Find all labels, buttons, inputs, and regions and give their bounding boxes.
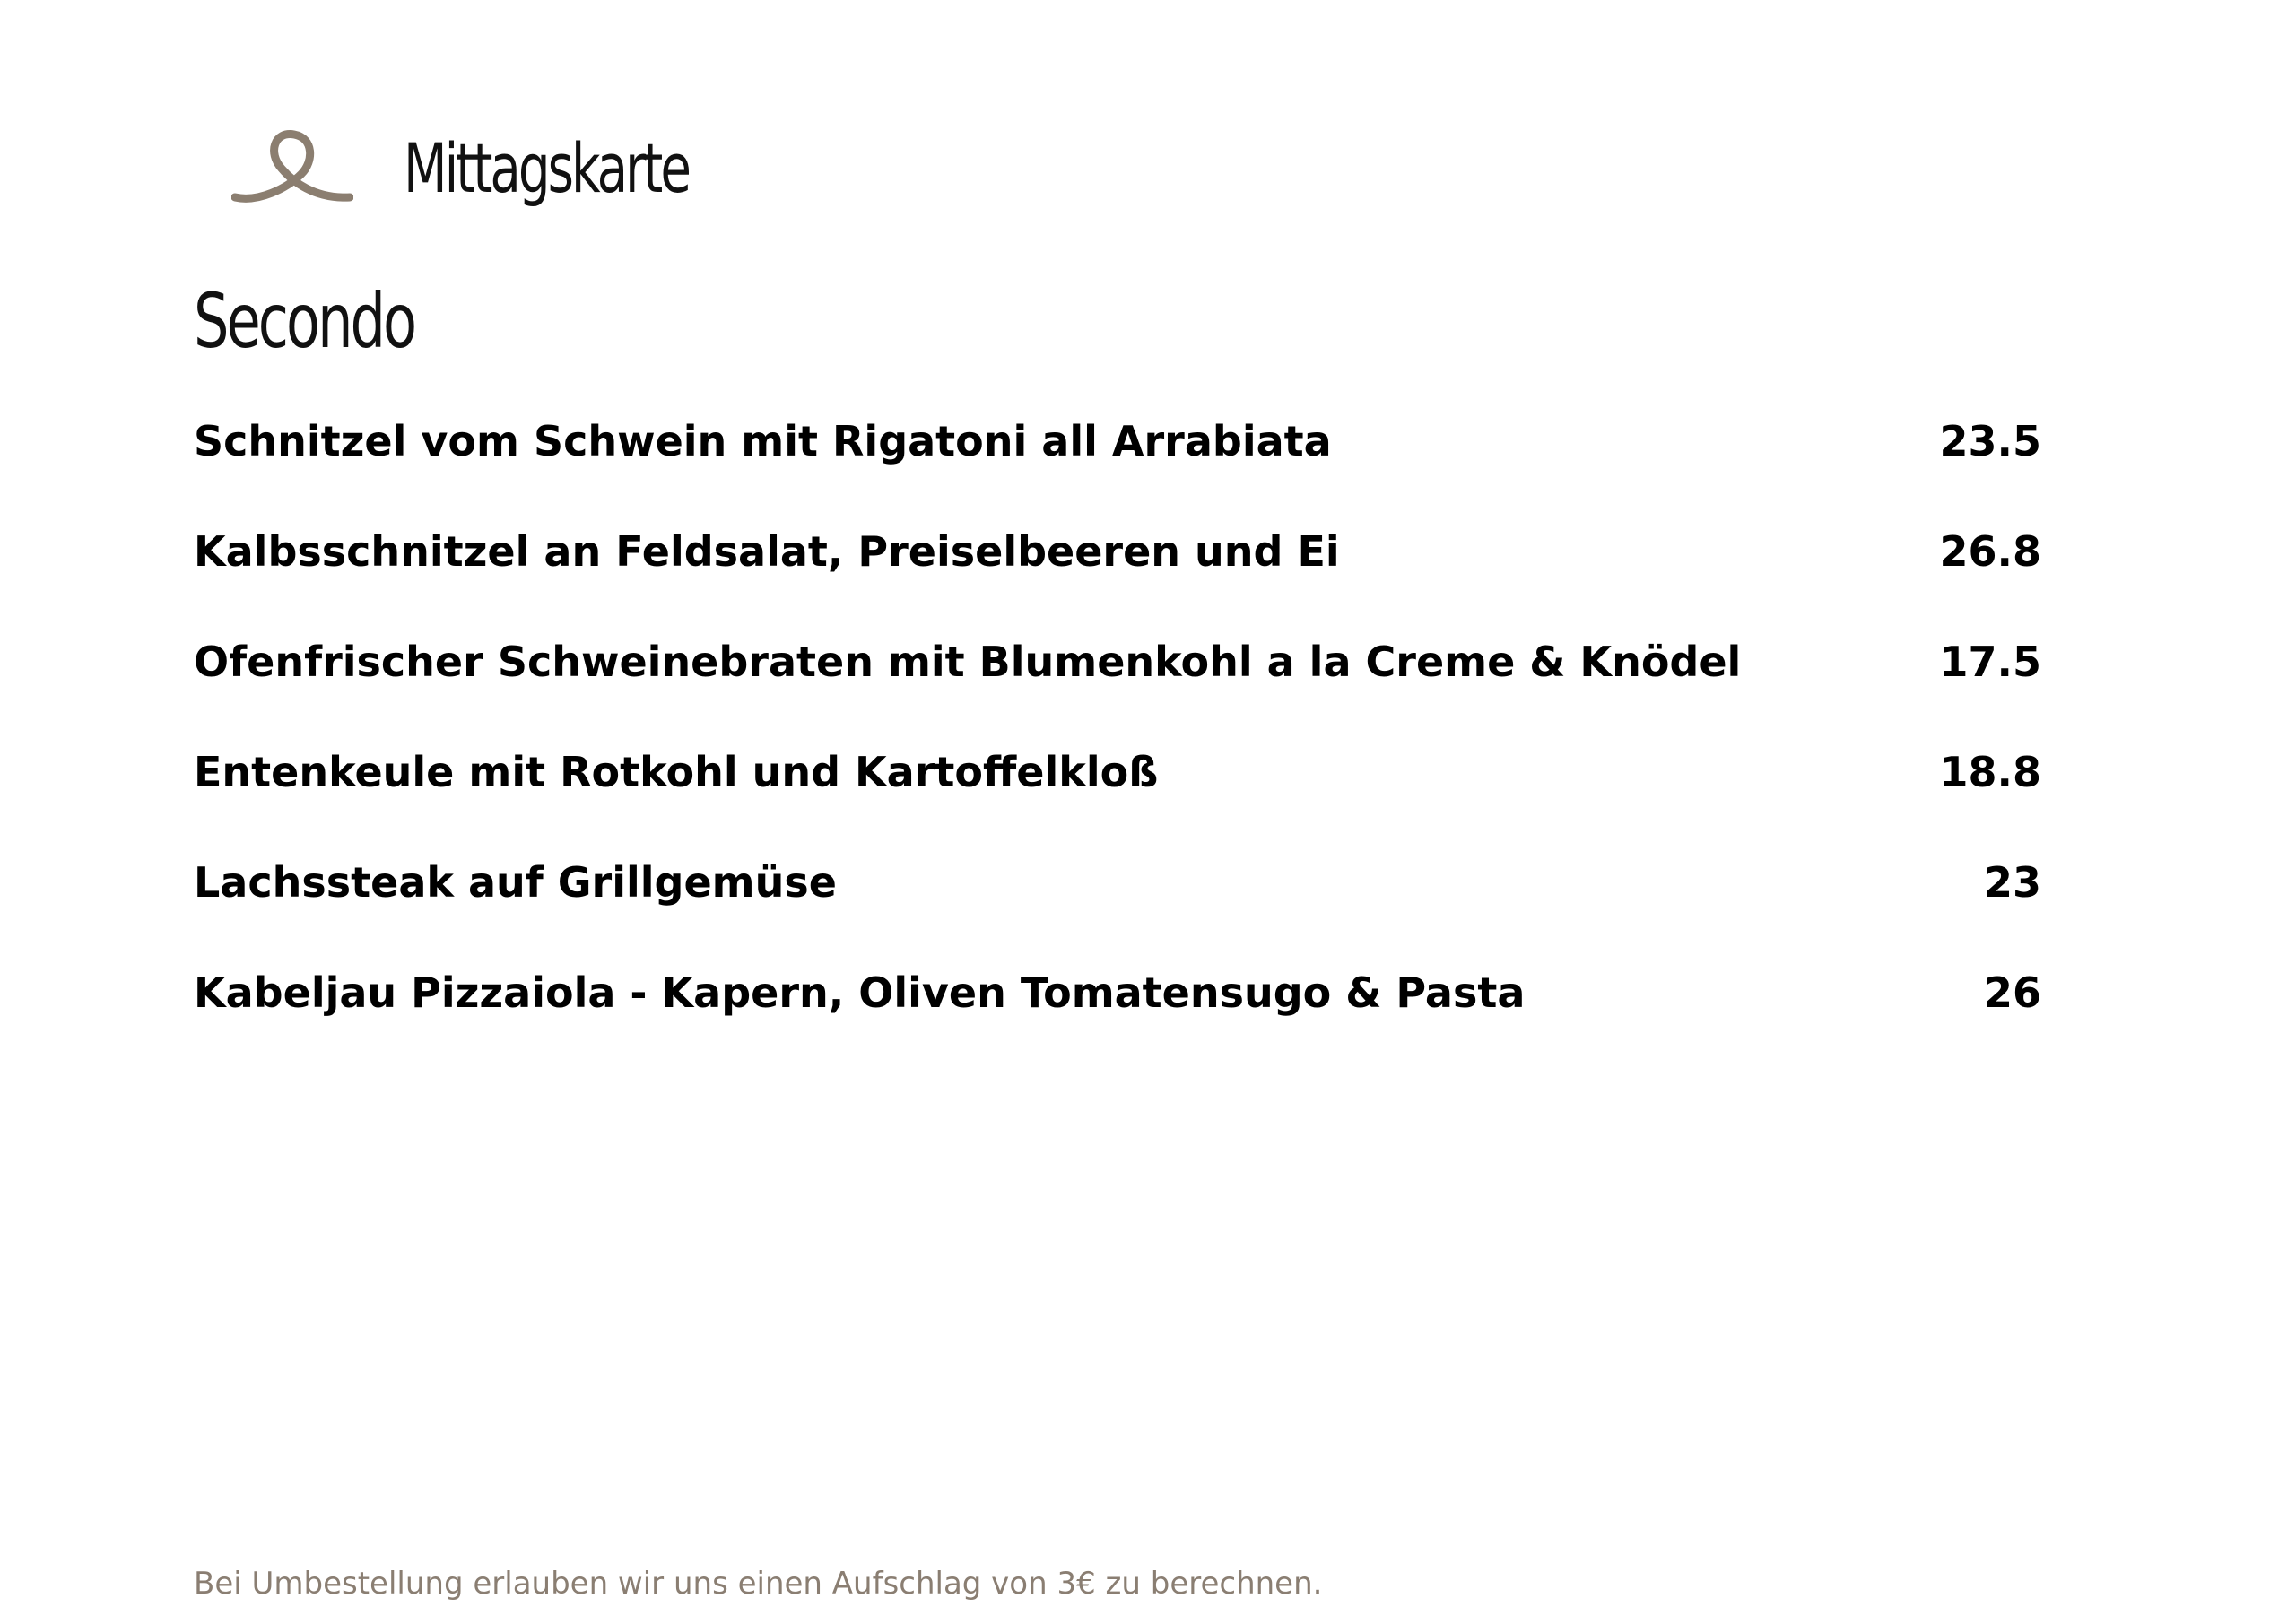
menu-item [194, 525, 2041, 635]
menu-item-name: Entenkeule mit Rotkohl und Kartoffelkloß [194, 748, 1159, 796]
menu-item-name: Ofenfrischer Schweinebraten mit Blumenkohl a la Creme & Knödel [194, 638, 1742, 686]
menu-item-price: 17.5 [1939, 638, 2041, 686]
menu-item-price: 26.8 [1939, 527, 2041, 576]
menu-item-name: Kalbsschnitzel an Feldsalat, Preiselbeeren und Ei [194, 527, 1340, 576]
menu-item [194, 855, 2041, 966]
menu-item [194, 414, 2041, 525]
menu-item-name: Kabeljau Pizzaiola - Kapern, Oliven Tomatensugo & Pasta [194, 968, 1526, 1017]
menu-item-price: 26 [1983, 968, 2041, 1017]
menu-item [194, 635, 2041, 745]
menu-item-price: 23 [1983, 858, 2041, 907]
menu-item-name: Schnitzel vom Schwein mit Rigatoni all Arrabiata [194, 417, 1332, 465]
menu-item-price: 18.8 [1939, 748, 2041, 796]
menu-item [194, 966, 2041, 1076]
surcharge-note: Bei Umbestellung erlauben wir uns einen Aufschlag von 3€ zu berechnen. [194, 1566, 1323, 1602]
menu-list [194, 414, 2041, 1076]
section-title: Secondo [194, 277, 415, 365]
menu-item-price: 23.5 [1939, 417, 2041, 465]
menu-item-name: Lachssteak auf Grillgemüse [194, 858, 837, 907]
ribbon-logo-icon [231, 124, 353, 212]
page-title: Mittagskarte [404, 128, 690, 208]
menu-item [194, 745, 2041, 855]
